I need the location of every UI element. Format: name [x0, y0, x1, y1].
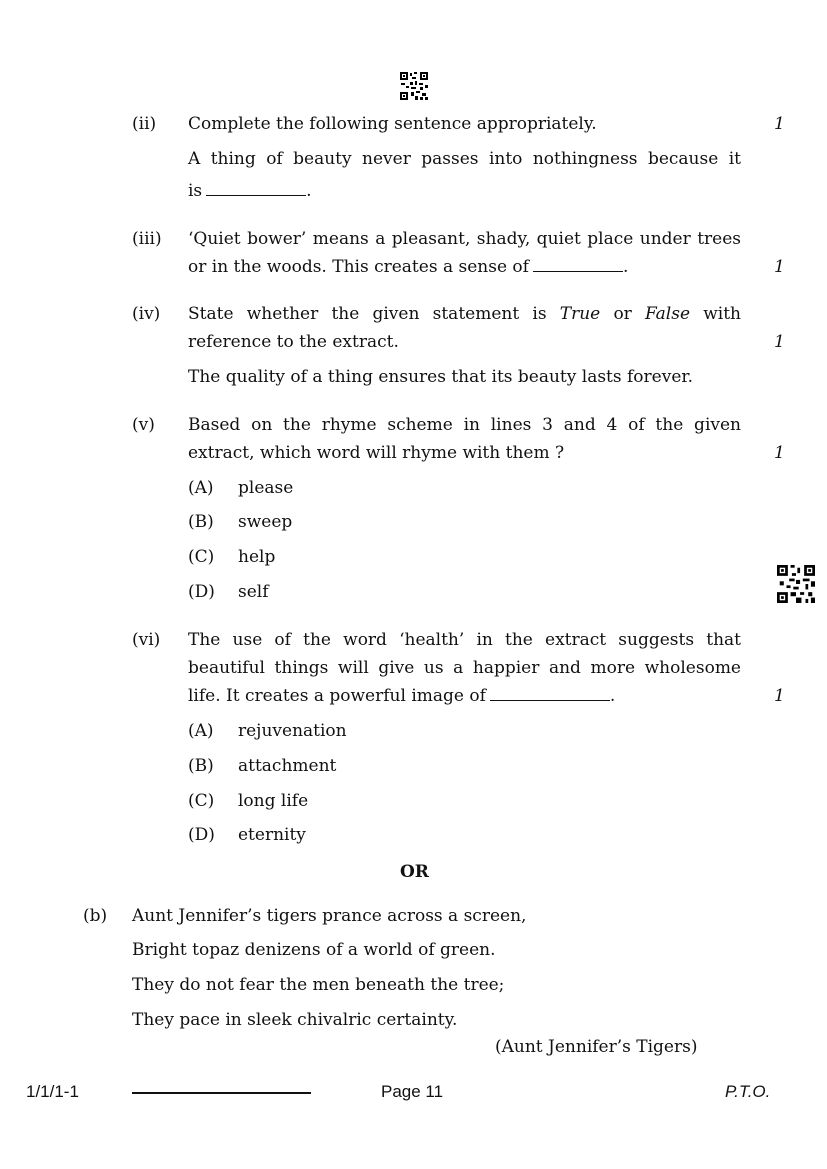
option-text: long life [238, 791, 309, 811]
answer-blank [206, 194, 306, 196]
text-segment: with [690, 304, 741, 324]
question-text: The use of the word ‘health’ in the extract suggests that [188, 630, 741, 650]
answer-blank [490, 699, 610, 701]
text-segment: or [600, 304, 646, 324]
sentence-end: . [622, 257, 629, 277]
poem-source: (Aunt Jennifer’s Tigers) [495, 1037, 698, 1057]
question-text: Based on the rhyme scheme in lines 3 and 4 of the given [188, 415, 741, 435]
poem-line: Bright topaz denizens of a world of green. [132, 940, 496, 960]
question-mark: 1 [774, 686, 785, 706]
paper-code: 1/1/1-1 [26, 1082, 79, 1101]
option-text: attachment [238, 756, 337, 776]
option-label: (C) [188, 791, 215, 811]
sentence-end: . [609, 686, 616, 706]
option-text: sweep [238, 512, 293, 532]
question-text [188, 304, 741, 324]
poem-line: Aunt Jennifer’s tigers prance across a screen, [132, 906, 527, 926]
question-mark: 1 [774, 332, 785, 352]
option-label: (B) [188, 512, 214, 532]
question-text [188, 181, 312, 201]
option-label: (D) [188, 582, 215, 602]
question-number: (iv) [132, 304, 161, 324]
option-label: (A) [188, 478, 214, 498]
question-number: (v) [132, 415, 155, 435]
option-label: (B) [188, 756, 214, 776]
sentence-start: or in the woods. This creates a sense of [188, 257, 529, 277]
question-text: reference to the extract. [188, 332, 399, 352]
option-label: (A) [188, 721, 214, 741]
poem-line: They pace in sleek chivalric certainty. [132, 1010, 458, 1030]
question-number: (iii) [132, 229, 162, 249]
question-number: (b) [83, 906, 108, 926]
question-text: extract, which word will rhyme with them ? [188, 443, 565, 463]
italic-false: False [645, 304, 691, 324]
text-segment: State whether the given statement is [188, 304, 560, 324]
option-label: (C) [188, 547, 215, 567]
or-divider: OR [400, 862, 429, 882]
question-mark: 1 [774, 443, 785, 463]
question-mark: 1 [774, 114, 785, 134]
question-number: (vi) [132, 630, 161, 650]
option-text: please [238, 478, 294, 498]
question-text: ‘Quiet bower’ means a pleasant, shady, quiet place under trees [188, 229, 741, 249]
option-text: help [238, 547, 276, 567]
answer-blank [533, 270, 623, 272]
sentence-start: is [188, 181, 203, 201]
page-number: Page 11 [381, 1082, 444, 1101]
question-mark: 1 [774, 257, 785, 277]
option-label: (D) [188, 825, 215, 845]
option-text: self [238, 582, 269, 602]
pto-label: P.T.O. [725, 1082, 771, 1101]
sentence-start: life. It creates a powerful image of [188, 686, 486, 706]
question-text [188, 686, 615, 706]
question-text: A thing of beauty never passes into nothingness because it [188, 149, 741, 169]
poem-line: They do not fear the men beneath the tree; [132, 975, 505, 995]
qr-code-icon [400, 72, 428, 100]
question-text [188, 257, 628, 277]
question-text: beautiful things will give us a happier and more wholesome [188, 658, 741, 678]
statement-text: The quality of a thing ensures that its beauty lasts forever. [188, 367, 694, 387]
question-number: (ii) [132, 114, 157, 134]
question-text: Complete the following sentence appropriately. [188, 114, 597, 134]
option-text: eternity [238, 825, 306, 845]
option-text: rejuvenation [238, 721, 347, 741]
italic-true: True [559, 304, 601, 324]
sentence-end: . [306, 181, 312, 201]
qr-code-icon [777, 565, 815, 603]
footer-rule [132, 1092, 311, 1094]
